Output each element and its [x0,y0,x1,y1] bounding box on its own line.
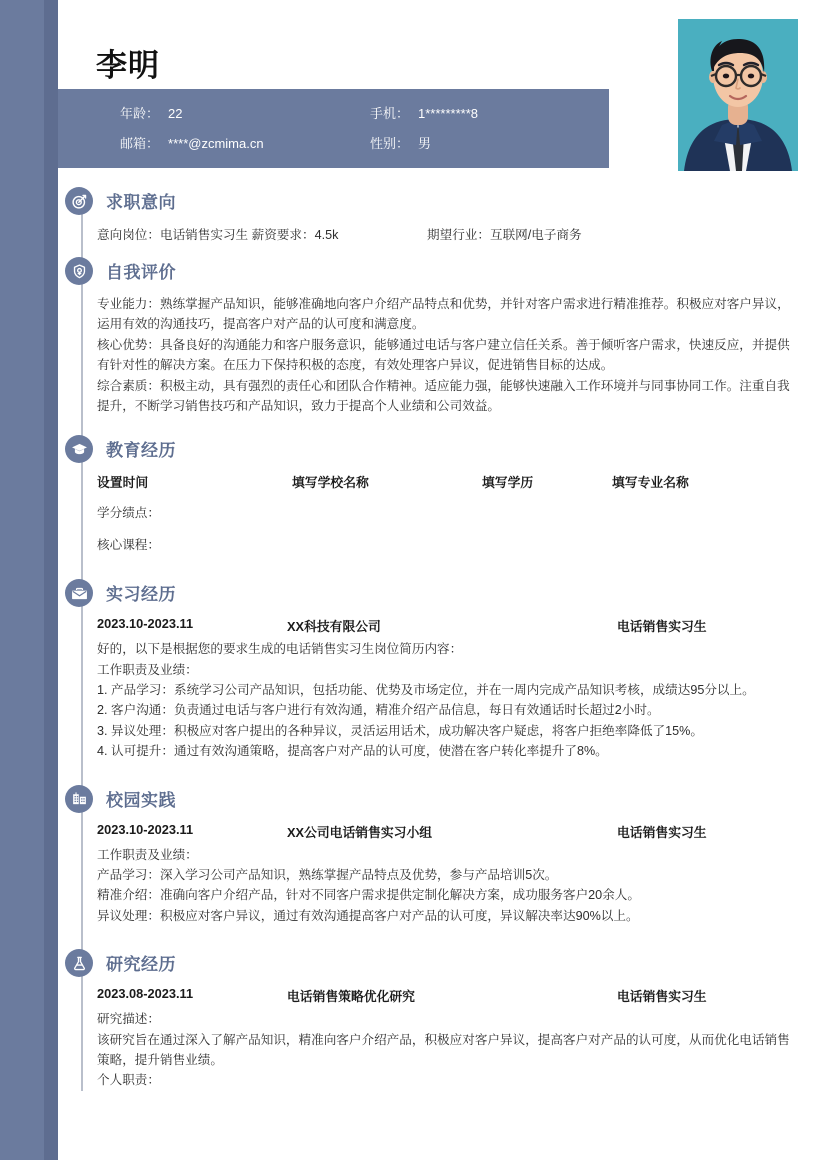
graduation-cap-icon [65,435,93,463]
internship-paragraph: 好的，以下是根据您的要求生成的电话销售实习生岗位简历内容： [97,642,463,657]
campus-paragraph: 异议处理：积极应对客户异议，通过有效沟通提高客户对产品的认可度，异议解决率达90%以上。 [97,908,639,923]
research-paragraph: 该研究旨在通过深入了解产品知识，精准向客户介绍产品，积极应对客户异议，提高客户对产品的认可度，从而优化电话销售策略，提升销售业绩。 [97,1032,790,1067]
section-header-education [97,434,796,472]
internship-paragraph: 1. 产品学习：系统学习公司产品知识，包括功能、优势及市场定位，并在一周内完成产品知识考核，成绩达95分以上。 [97,683,755,698]
self-eval-paragraph: 专业能力：熟练掌握产品知识，能够准确地向客户介绍产品特点和优势，并针对客户需求进行精准推荐。积极应对客户异议，运用有效的沟通技巧，提高客户对产品的认可度和满意度。 [97,297,790,332]
research-paragraph: 研究描述： [97,1012,160,1027]
internship-paragraph: 2. 客户沟通：负责通过电话与客户进行有效沟通，精准介绍产品信息，每日有效通话时长超过2小时。 [97,703,660,718]
section-title-research: 研究经历 [106,955,176,975]
self-eval-paragraph: 综合素质：积极主动，具有强烈的责任心和团队合作精神。适应能力强，能够快速融入工作环境并与同事协同工作。注重自我提升，不断学习销售技巧和产品知识，致力于提高个人业绩和公司效益。 [97,378,790,413]
campus-paragraph: 精准介绍：准确向客户介绍产品，针对不同客户需求提供定制化解决方案，成功服务客户20余人。 [97,888,640,903]
resume-card [58,0,820,1160]
section-education [58,434,820,556]
section-campus-practice [58,784,820,927]
internship-body [97,639,796,761]
job-intent-right: 期望行业：互联网/电子商务 [427,228,582,242]
education-column-school: 填写学校名称 [292,475,369,491]
target-icon [65,187,93,215]
candidate-photo [678,19,798,171]
info-label-age: 年龄： [120,106,160,121]
contact-info-band [58,89,609,168]
research-date: 2023.08-2023.11 [97,986,194,1002]
job-intent-row [97,224,796,243]
campus-organization: XX公司电话销售实习小组 [287,824,433,840]
campus-paragraph: 产品学习：深入学习公司产品知识，熟练掌握产品特点及优势，参与产品培训5次。 [97,868,558,883]
section-title-internship: 实习经历 [106,585,176,605]
sidebar-decoration [0,0,58,1160]
research-role: 电话销售实习生 [617,989,707,1005]
contact-info-grid [120,103,590,152]
research-topic: 电话销售策略优化研究 [287,989,415,1005]
internship-paragraph: 工作职责及业绩： [97,662,198,677]
resume-header [58,0,820,172]
internship-date: 2023.10-2023.11 [97,616,194,632]
education-column-degree: 填写学历 [482,475,534,491]
section-header-internship [97,578,796,616]
briefcase-icon [65,579,93,607]
section-title-education: 教育经历 [106,441,176,461]
flask-icon [65,949,93,977]
section-header-job-intent [97,186,796,224]
badge-icon [65,257,93,285]
research-entry-header [97,986,796,1005]
section-internship [58,578,820,761]
info-label-phone: 手机： [370,106,410,121]
info-item-age [120,103,370,122]
info-label-gender: 性别： [370,136,410,151]
research-body [97,1009,796,1091]
internship-role: 电话销售实习生 [617,619,707,635]
section-header-research [97,948,796,986]
info-item-gender [370,133,590,152]
campus-date: 2023.10-2023.11 [97,821,194,837]
info-label-email: 邮箱： [120,136,160,151]
self-eval-paragraph: 核心优势：具备良好的沟通能力和客户服务意识，能够通过电话与客户建立信任关系。善于倾听客户需求，快速反应，并提供有针对性的解决方案。在压力下保持积极的态度，有效处理客户异议，促进销售目标的达成。 [97,337,790,373]
research-paragraph: 个人职责： [97,1073,160,1088]
education-column-major: 填写专业名称 [612,475,689,491]
internship-entry-header [97,616,796,635]
section-title-job-intent: 求职意向 [106,193,176,212]
self-evaluation-body [97,294,796,416]
section-title-self-evaluation: 自我评价 [106,263,176,282]
info-value-email: ****@zcmima.cn [168,136,264,151]
education-column-time: 设置时间 [97,475,149,491]
info-value-age: 22 [168,106,183,121]
campus-entry-header [97,822,796,841]
section-self-evaluation [58,256,820,416]
building-icon [65,785,93,813]
sidebar-decoration-inner [44,0,58,1160]
info-value-phone: 1*********8 [418,106,479,121]
section-header-self-evaluation [97,256,796,294]
campus-role: 电话销售实习生 [617,824,707,840]
resume-sections [58,186,820,1091]
campus-body [97,845,796,927]
education-details [97,504,796,556]
internship-paragraph: 4. 认可提升：通过有效沟通策略，提高客户对产品的认可度，使潜在客户转化率提升了8%。 [97,744,608,759]
info-item-phone [370,103,590,122]
campus-paragraph: 工作职责及业绩： [97,847,198,862]
education-columns [97,472,796,491]
section-job-intent [58,186,820,243]
section-research [58,948,820,1091]
section-title-campus-practice: 校园实践 [106,790,176,810]
candidate-name: 李明 [96,48,160,83]
education-detail-gpa: 学分绩点： [97,505,160,520]
job-intent-left: 意向岗位：电话销售实习生 薪资要求：4.5k [97,228,339,242]
info-item-email [120,133,370,152]
info-value-gender: 男 [418,136,432,151]
internship-organization: XX科技有限公司 [287,619,381,635]
education-detail-courses: 核心课程： [97,538,160,553]
internship-paragraph: 3. 异议处理：积极应对客户提出的各种异议，灵活运用话术，成功解决客户疑虑，将客户拒绝率降低了15%。 [97,723,703,738]
section-header-campus-practice [97,784,796,822]
